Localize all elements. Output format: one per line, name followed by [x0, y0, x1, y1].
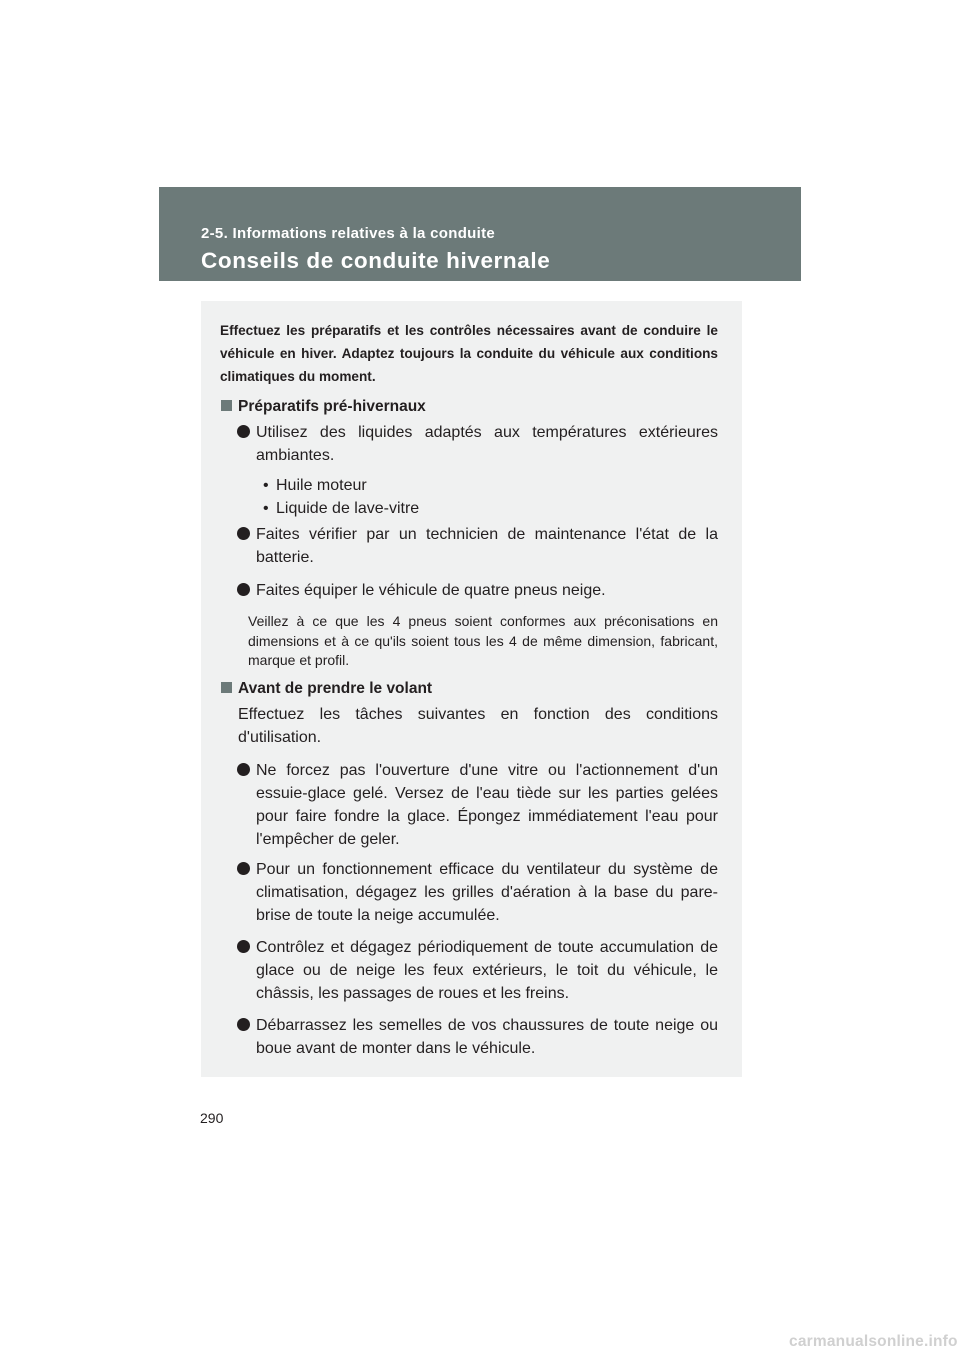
bullet-item — [237, 759, 718, 851]
bullet-dot-icon — [237, 583, 250, 596]
chapter-header — [159, 187, 801, 281]
bullet-dot-icon — [237, 425, 250, 438]
bullet-text: Débarrassez les semelles de vos chaussures de toute neige ou boue avant de monter dans le véhicule. — [256, 1017, 718, 1057]
bullet-text: Pour un fonctionnement efficace du ventilateur du système de climatisation, dégagez les grilles d'aération à la base du pare-brise de toute la neige accumulée. — [256, 861, 718, 924]
bullet-dot-icon — [237, 1018, 250, 1031]
sub-item-text: Liquide de lave-vitre — [276, 500, 420, 517]
square-bullet-icon — [221, 400, 232, 411]
bullet-item — [237, 1014, 718, 1060]
bullet-dot-icon — [237, 940, 250, 953]
content-box — [201, 301, 742, 1077]
bullet-text: Contrôlez et dégagez périodiquement de toute accumulation de glace ou de neige les feux extérieurs, le toit du véhicule, le châssis, les passages de roues et les freins. — [256, 939, 718, 1002]
small-bullet-icon: • — [263, 477, 269, 494]
section-intro-paragraph: Effectuez les tâches suivantes en fonction des conditions d'utilisation. — [238, 706, 718, 746]
sub-list-item — [263, 477, 367, 495]
bullet-item — [237, 523, 718, 569]
bullet-item — [237, 936, 718, 1005]
watermark: carmanualsonline.info — [789, 1333, 958, 1350]
bullet-item — [237, 579, 718, 602]
section-heading-text: Préparatifs pré-hivernaux — [238, 398, 426, 415]
sub-list-item — [263, 500, 419, 518]
section-heading-pre-winter — [221, 398, 426, 416]
note-paragraph: Veillez à ce que les 4 pneus soient conformes aux préconisations en dimensions et à ce qu'ils soient tous les 4 de même dimension, fabricant, marque et profil. — [248, 613, 718, 668]
page-title: Conseils de conduite hivernale — [201, 248, 551, 273]
square-bullet-icon — [221, 682, 232, 693]
bullet-text: Faites vérifier par un technicien de maintenance l'état de la batterie. — [256, 526, 718, 566]
section-heading-text: Avant de prendre le volant — [238, 680, 433, 697]
section-label: 2-5. Informations relatives à la conduite — [201, 225, 496, 242]
bullet-dot-icon — [237, 527, 250, 540]
bullet-dot-icon — [237, 763, 250, 776]
bullet-text: Faites équiper le véhicule de quatre pneus neige. — [256, 582, 606, 599]
bullet-text: Utilisez des liquides adaptés aux températures extérieures ambiantes. — [256, 424, 718, 464]
section-heading-before-driving — [221, 680, 432, 698]
bullet-dot-icon — [237, 862, 250, 875]
bullet-text: Ne forcez pas l'ouverture d'une vitre ou l'actionnement d'un essuie-glace gelé. Versez de l'eau tiède sur les parties gelées pour faire fondre la glace. Épongez immédiatement l'eau pour l'empêcher de geler. — [256, 762, 718, 848]
sub-item-text: Huile moteur — [276, 477, 367, 494]
bullet-item — [237, 858, 718, 927]
bullet-item — [237, 421, 718, 467]
small-bullet-icon: • — [263, 500, 269, 517]
page-number: 290 — [200, 1110, 224, 1126]
intro-paragraph: Effectuez les préparatifs et les contrôles nécessaires avant de conduire le véhicule en hiver. Adaptez toujours la conduite du véhicule aux conditions climatiques du moment. — [220, 323, 718, 384]
